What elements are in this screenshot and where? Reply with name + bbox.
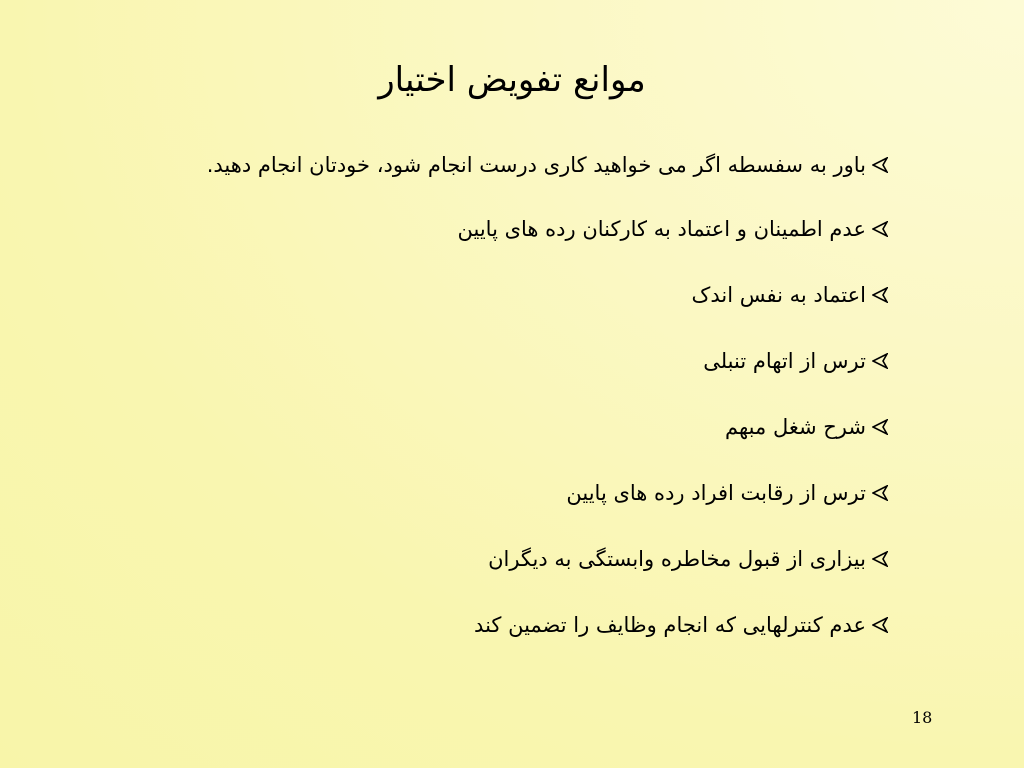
list-item-text: اعتماد به نفس اندک	[691, 283, 866, 307]
list-item	[124, 344, 894, 378]
list-item	[124, 542, 894, 576]
list-item-text: شرح شغل مبهم	[725, 415, 866, 439]
checkmark-arrow-icon	[866, 148, 894, 182]
list-item-text: عدم اطمینان و اعتماد به کارکنان رده های پایین	[457, 217, 866, 241]
list-item	[124, 476, 894, 510]
checkmark-arrow-icon	[866, 344, 894, 378]
list-item-text: بیزاری از قبول مخاطره وابستگی به دیگران	[488, 547, 866, 571]
list-item	[124, 410, 894, 444]
list-item-text: باور به سفسطه اگر می خواهید کاری درست انجام شود، خودتان انجام دهید.	[206, 153, 866, 177]
list-item	[124, 148, 894, 182]
page-number: 18	[912, 708, 933, 727]
list-item-text: عدم کنترلهایی که انجام وظایف را تضمین کند	[474, 613, 866, 637]
list-item-text: ترس از اتهام تنبلی	[703, 349, 866, 373]
slide-title: موانع تفویض اختیار	[378, 60, 646, 100]
checkmark-arrow-icon	[866, 542, 894, 576]
bullet-list	[124, 148, 894, 674]
checkmark-arrow-icon	[866, 212, 894, 246]
checkmark-arrow-icon	[866, 278, 894, 312]
list-item	[124, 212, 894, 246]
checkmark-arrow-icon	[866, 608, 894, 642]
list-item	[124, 278, 894, 312]
checkmark-arrow-icon	[866, 476, 894, 510]
checkmark-arrow-icon	[866, 410, 894, 444]
list-item	[124, 608, 894, 642]
list-item-text: ترس از رقابت افراد رده های پایین	[566, 481, 866, 505]
